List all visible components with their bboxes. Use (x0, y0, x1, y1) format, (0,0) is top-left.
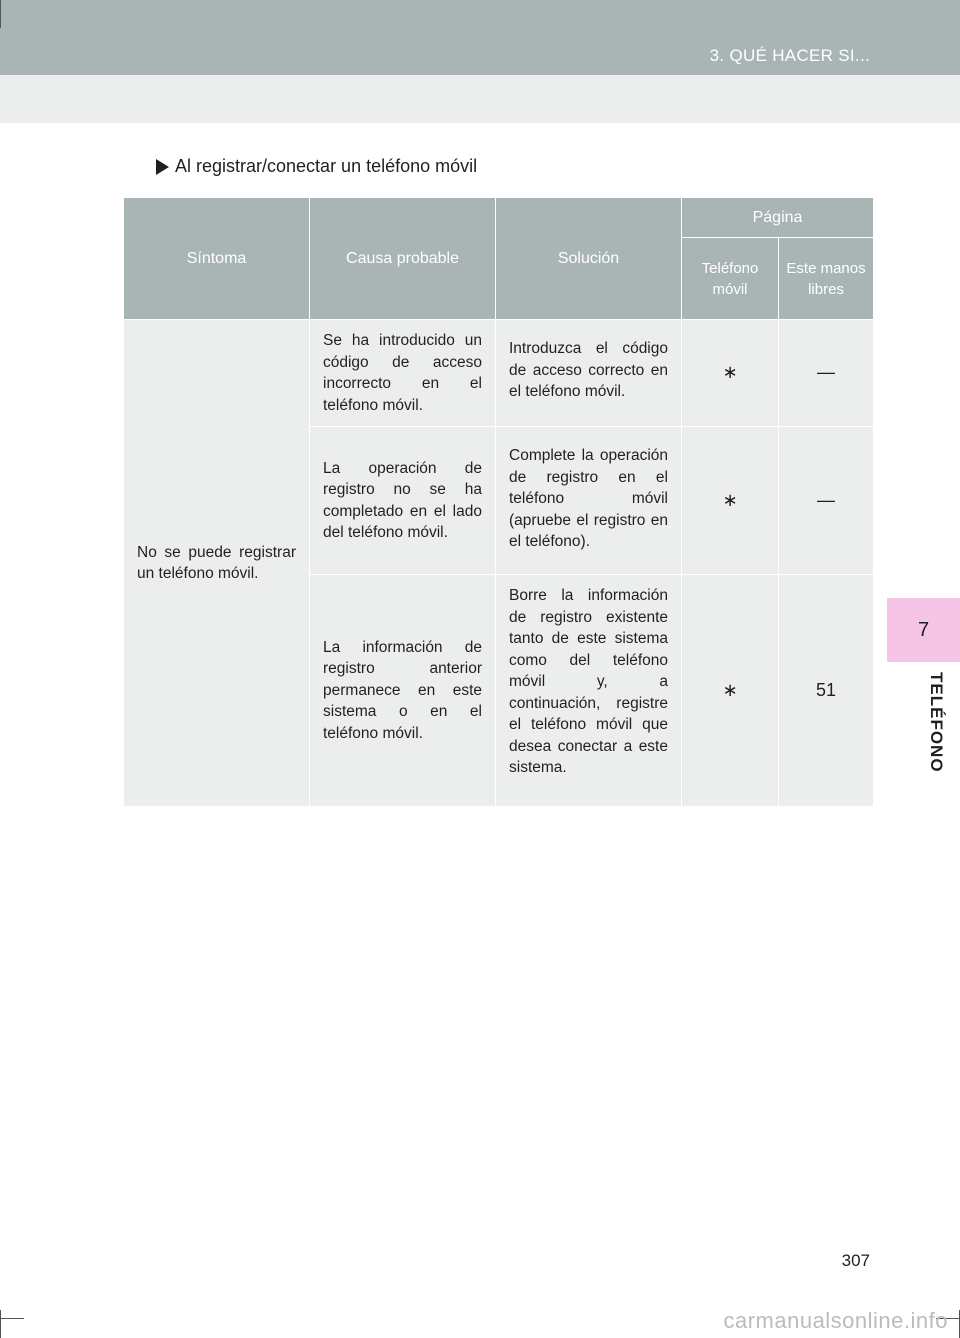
handsfree-page-cell: — (779, 427, 874, 575)
solution-cell: Introduzca el código de acceso correcto en el teléfono móvil. (496, 320, 682, 427)
header-solution: Solución (496, 198, 682, 320)
chapter-tab[interactable] (887, 598, 960, 662)
crop-mark (0, 1318, 24, 1319)
cause-cell: Se ha introducido un código de acceso incorrecto en el teléfono móvil. (310, 320, 496, 427)
crop-mark (0, 1310, 1, 1338)
solution-cell: Borre la información de registro existente tanto de este sistema como del teléfono móvil y, a continuación, registre el teléfono móvil que desea conectar a este sistema. (496, 575, 682, 807)
cause-cell: La información de registro anterior permanece en este sistema o en el teléfono móvil. (310, 575, 496, 807)
header-subband (0, 75, 960, 123)
troubleshooting-table (123, 197, 874, 807)
header-cause: Causa probable (310, 198, 496, 320)
watermark: carmanualsonline.info (723, 1308, 948, 1333)
chapter-number: 7 (917, 618, 930, 641)
phone-page-cell: ∗ (682, 575, 779, 807)
section-heading-text: Al registrar/conectar un teléfono móvil (175, 156, 478, 176)
chapter-label: TELÉFONO (927, 672, 946, 773)
handsfree-page-cell: 51 (779, 575, 874, 807)
section-heading (156, 156, 477, 177)
header-page: Página (682, 198, 874, 238)
header-symptom: Síntoma (124, 198, 310, 320)
table-row (124, 320, 874, 427)
page-number: 307 (841, 1251, 870, 1270)
symptom-cell: No se puede registrar un teléfono móvil. (124, 320, 310, 807)
header-handsfree: Este manos libres (779, 238, 874, 320)
solution-cell: Complete la operación de registro en el teléfono móvil (apruebe el registro en el teléfono). (496, 427, 682, 575)
triangle-bullet-icon (156, 159, 169, 175)
header-phone: Teléfono móvil (682, 238, 779, 320)
phone-page-cell: ∗ (682, 427, 779, 575)
phone-page-cell: ∗ (682, 320, 779, 427)
crop-mark (0, 0, 1, 28)
handsfree-page-cell: — (779, 320, 874, 427)
cause-cell: La operación de registro no se ha completado en el lado del teléfono móvil. (310, 427, 496, 575)
chapter-title: 3. QUÉ HACER SI... (709, 46, 870, 65)
